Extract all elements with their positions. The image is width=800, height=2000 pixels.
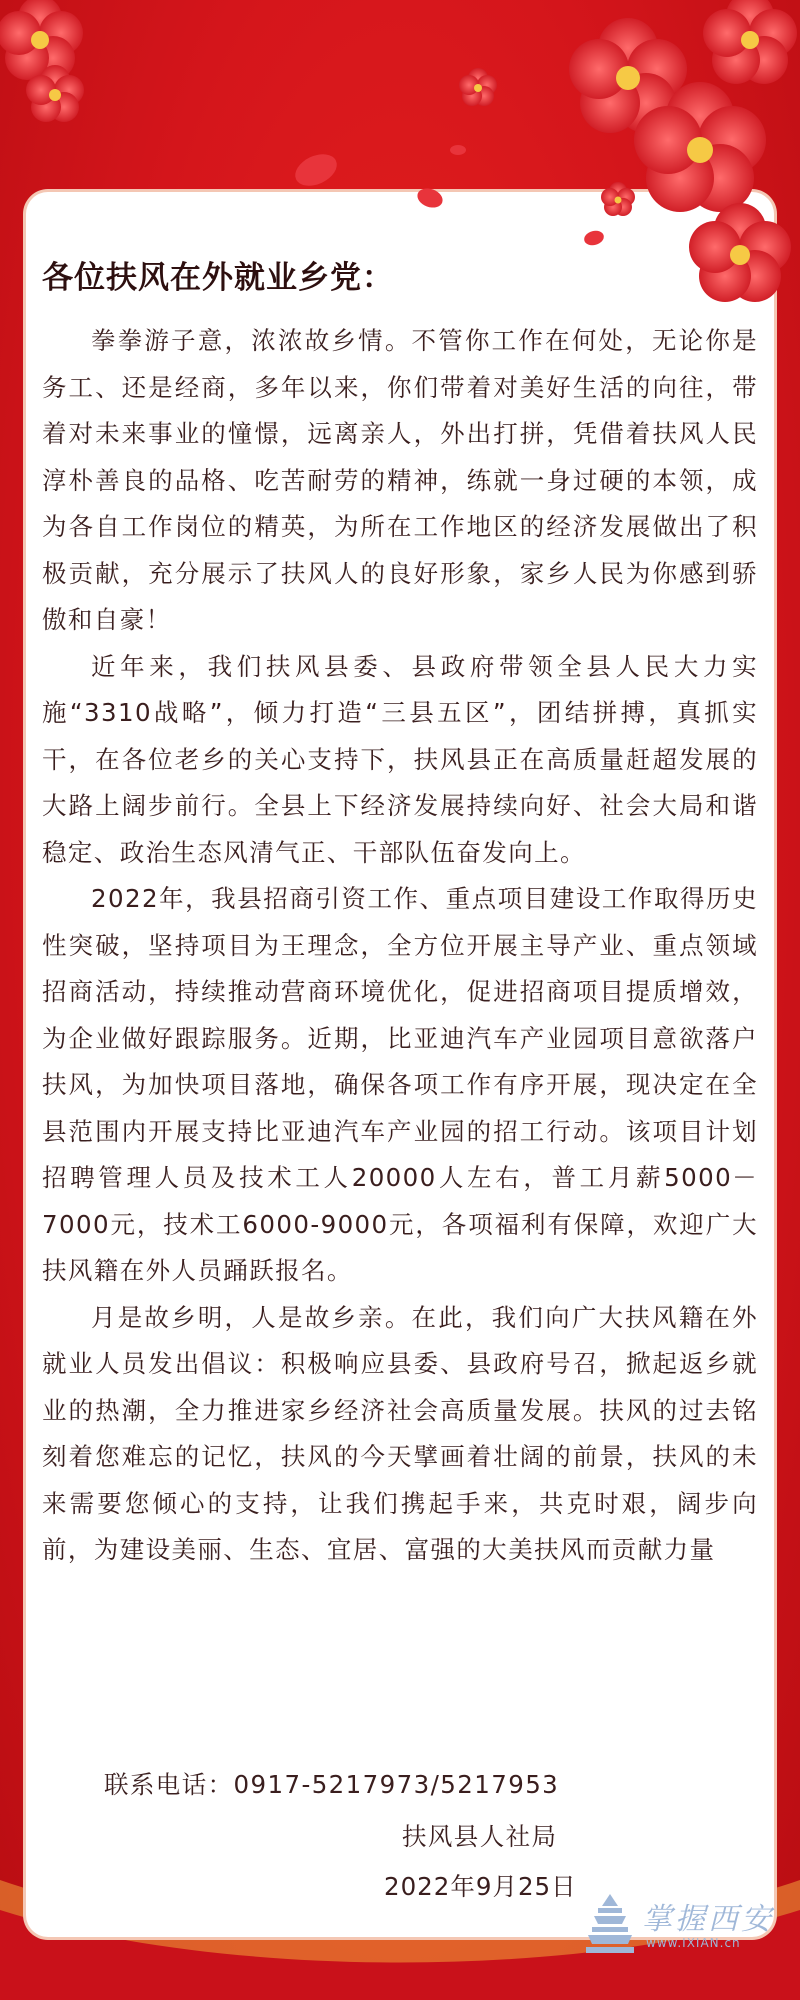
paragraph: 2022年，我县招商引资工作、重点项目建设工作取得历史性突破，坚持项目为王理念，全方位开展主导产业、重点领域招商活动，持续推动营商环境优化，促进招商项目提质增效，为企业做好跟踪服务。近期，比亚迪汽车产业园项目意欲落户扶风，为加快项目落地，确保各项工作有序开展，现决定在全县范围内开展支持比亚迪汽车产业园的招工行动。该项目计划招聘管理人员及技术工人20000人左右，普工月薪5000－7000元，技术工6000-9000元，各项福利有保障，欢迎广大扶风籍在外人员踊跃报名。: [42, 884, 758, 1285]
letter-body: [42, 318, 758, 1574]
tower-logo-icon: [582, 1892, 638, 1958]
signature-date: 2022年9月25日: [384, 1872, 577, 1901]
contact-phone: 联系电话：0917-5217973/5217953: [104, 1770, 560, 1799]
paragraph: 拳拳游子意，浓浓故乡情。不管你工作在何处，无论你是务工、还是经商，多年以来，你们带着对美好生活的向往，带着对未来事业的憧憬，远离亲人，外出打拼，凭借着扶风人民淳朴善良的品格、吃苦耐劳的精神，练就一身过硬的本领，成为各自工作岗位的精英，为所在工作地区的经济发展做出了积极贡献，充分展示了扶风人的良好形象，家乡人民为你感到骄傲和自豪！: [42, 326, 758, 634]
letter-heading: 各位扶风在外就业乡党：: [42, 260, 394, 296]
watermark-url: www.IXIAN.cn: [646, 1936, 741, 1950]
watermark-logo: [582, 1892, 782, 1962]
paragraph: 近年来，我们扶风县委、县政府带领全县人民大力实施“3310战略”，倾力打造“三县五区”，团结拼搏，真抓实干，在各位老乡的关心支持下，扶风县正在高质量赶超发展的大路上阔步前行。全县上下经济发展持续向好、社会大局和谐稳定、政治生态风清气正、干部队伍奋发向上。: [42, 651, 758, 867]
watermark-name: 掌握西安: [642, 1902, 774, 1937]
signature-organization: 扶风县人社局: [402, 1822, 558, 1851]
paragraph: 月是故乡明，人是故乡亲。在此，我们向广大扶风籍在外就业人员发出倡议：积极响应县委、县政府号召，掀起返乡就业的热潮，全力推进家乡经济社会高质量发展。扶风的过去铭刻着您难忘的记忆，扶风的今天擘画着壮阔的前景，扶风的未来需要您倾心的支持，让我们携起手来，共克时艰，阔步向前，为建设美丽、生态、宜居、富强的大美扶风而贡献力量: [42, 1302, 758, 1564]
